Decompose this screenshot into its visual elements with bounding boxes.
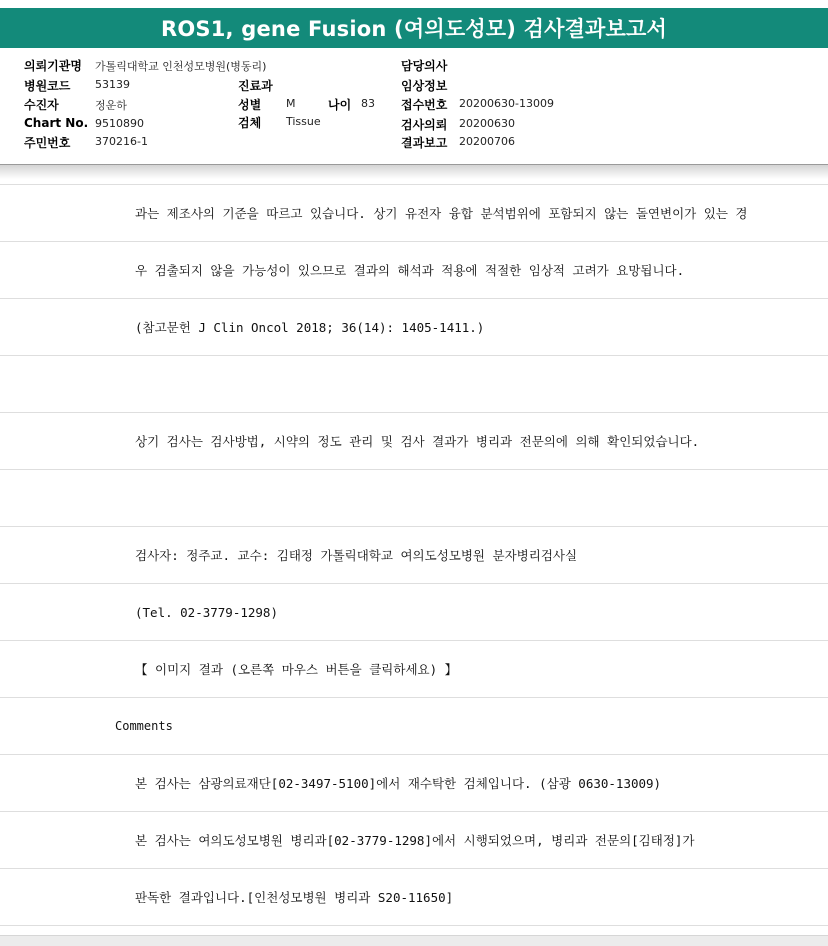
patient-value: 정운하 (95, 99, 127, 112)
comment-line: 본 검사는 여의도성모병원 병리과[02-3779-1298]에서 시행되었으며, 병리과 전문의[김태정]가 (0, 811, 828, 868)
chart-value: 9510890 (95, 117, 144, 130)
empty-line (0, 355, 828, 412)
resident-label: 주민번호 (24, 136, 71, 150)
comments-heading: Comments (0, 697, 828, 754)
department-label: 진료과 (238, 79, 273, 93)
image-result-line[interactable]: 【 이미지 결과 (오른쪽 마우스 버튼을 클릭하세요) 】 (0, 640, 828, 697)
tel-line: (Tel. 02-3779-1298) (0, 583, 828, 640)
report-date-value: 20200706 (459, 135, 515, 148)
specimen-value: Tissue (286, 115, 321, 128)
comment-line: 본 검사는 삼광의료재단[02-3497-5100]에서 재수탁한 검체입니다. (삼광 0630-13009) (0, 754, 828, 811)
age-value: 83 (361, 97, 375, 110)
examiner-line: 검사자: 정주교. 교수: 김태정 가톨릭대학교 여의도성모병원 분자병리검사실 (0, 526, 828, 583)
report-line: 과는 제조사의 기준을 따르고 있습니다. 상기 유전자 융합 분석범위에 포함되지 않는 돌연변이가 있는 경 (0, 184, 828, 241)
request-value: 20200630 (459, 117, 515, 130)
report-body (0, 184, 828, 926)
clinical-label: 임상정보 (401, 79, 448, 93)
reference-line: (참고문헌 J Clin Oncol 2018; 36(14): 1405-1411.) (0, 298, 828, 355)
institution-value: 가톨릭대학교 인천성모병원(병동리) (95, 60, 267, 73)
hospital-code-value: 53139 (95, 78, 130, 91)
report-date-label: 결과보고 (401, 136, 448, 150)
empty-line (0, 469, 828, 526)
report-title: ROS1, gene Fusion (여의도성모) 검사결과보고서 (0, 8, 828, 48)
report-line: 우 검출되지 않을 가능성이 있으므로 결과의 해석과 적용에 적절한 임상적 고려가 요망됩니다. (0, 241, 828, 298)
chart-label: Chart No. (24, 116, 89, 130)
row-divider (0, 925, 828, 926)
patient-label: 수진자 (24, 98, 59, 112)
bottom-scroll-area[interactable] (0, 935, 828, 946)
doctor-label: 담당의사 (401, 59, 448, 73)
specimen-label: 검체 (238, 116, 262, 130)
comment-line: 판독한 결과입니다.[인천성모병원 병리과 S20-11650] (0, 868, 828, 925)
request-label: 검사의뢰 (401, 118, 448, 132)
hospital-code-label: 병원코드 (24, 79, 71, 93)
report-line: 상기 검사는 검사방법, 시약의 정도 관리 및 검사 결과가 병리과 전문의에 의해 확인되었습니다. (0, 412, 828, 469)
institution-label: 의뢰기관명 (24, 59, 82, 73)
receipt-label: 접수번호 (401, 98, 448, 112)
sex-value: M (286, 97, 296, 110)
resident-value: 370216-1 (95, 135, 148, 148)
receipt-value: 20200630-13009 (459, 97, 554, 110)
patient-info-panel (0, 50, 828, 165)
sex-label: 성별 (238, 98, 262, 112)
panel-shadow (0, 165, 828, 179)
age-label: 나이 (328, 98, 352, 112)
